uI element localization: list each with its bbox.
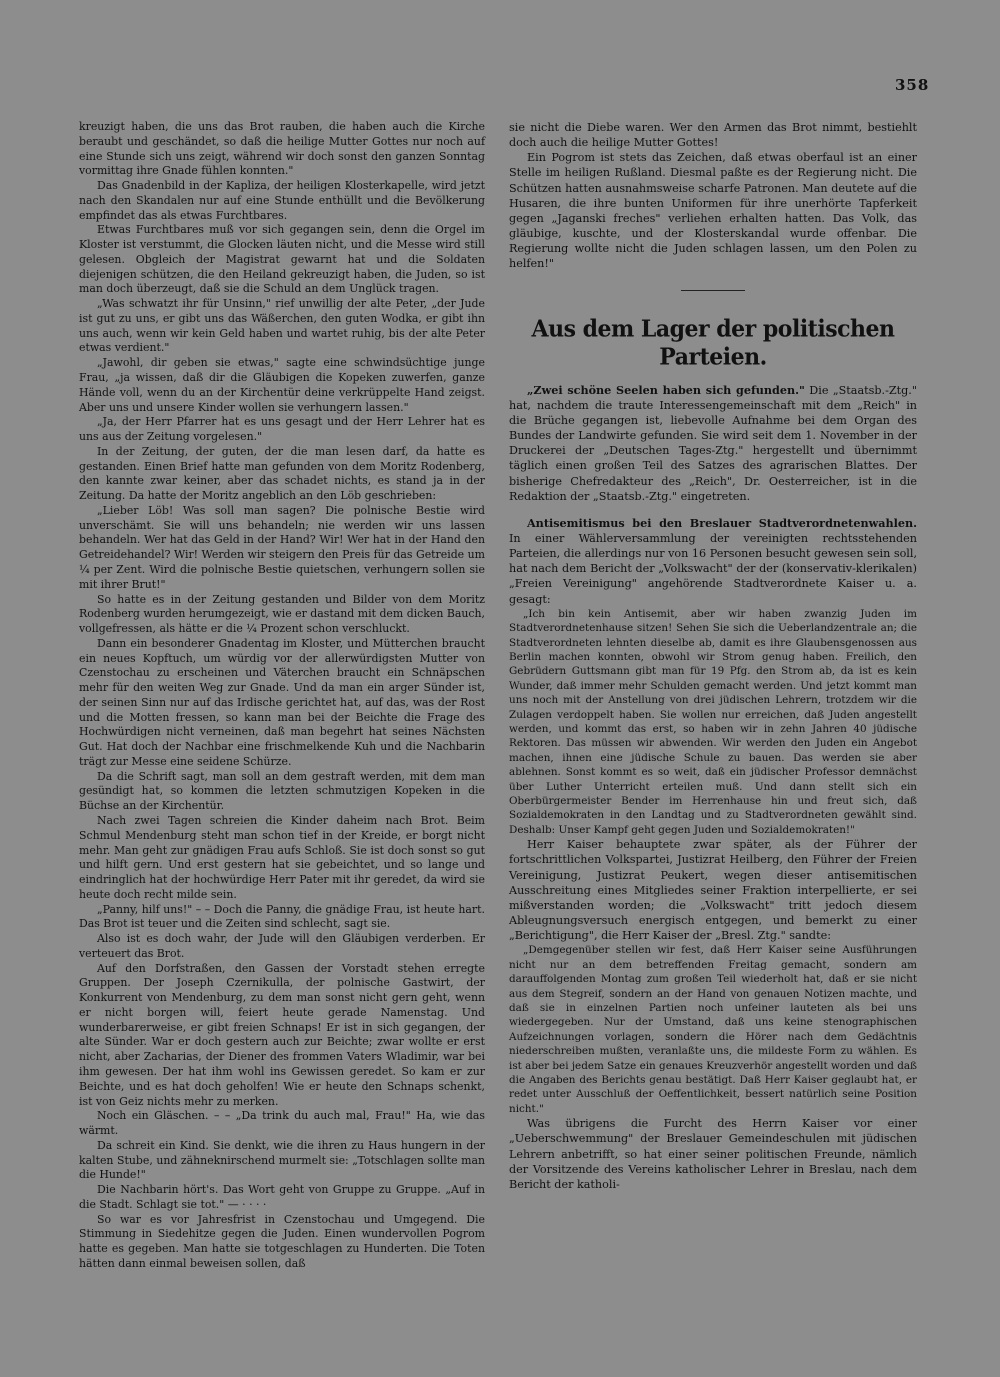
paragraph: Da schreit ein Kind. Sie denkt, wie die ihren zu Haus hungern in der kalten Stube, und zähneknirschend murmelt sie: „Totschlagen sollte man die Hunde!"	[79, 1138, 485, 1182]
paragraph: Ein Pogrom ist stets das Zeichen, daß etwas oberfaul ist an einer Stelle im heiligen Rußland. Diesmal paßte es der Regierung nicht. Die Schützen hatten ausnahmsweise scharfe Patronen. Man deutete auf die Husaren, die ihre bunten Uniformen für ihre unerhörte Tapferkeit gegen „Jaganski freches" verliehen erhalten hatten. Das Volk, das gläubige, kuschte, und der Klosterskandal wurde offenbar. Die Regierung wollte nicht die Juden schlagen lassen, um den Polen zu helfen!"	[509, 151, 917, 271]
article-paragraph	[509, 516, 917, 607]
paragraph: Etwas Furchtbares muß vor sich gegangen sein, denn die Orgel im Kloster ist verstummt, die Glocken läuten nicht, und die Messe wird still gelesen. Obgleich der Magistrat gewarnt hat und die Soldaten diejenigen schützen, die den Heiland gekreuzigt haben, die Juden, so ist man doch überzeugt, daß sie die Schuld an dem Unglück tragen.	[79, 223, 485, 296]
paragraph: Noch ein Gläschen. – – „Da trink du auch mal, Frau!" Ha, wie das wärmt.	[79, 1109, 485, 1138]
paragraph: Nach zwei Tagen schreien die Kinder daheim nach Brot. Beim Schmul Mendenburg steht man schon tief in der Kreide, er borgt nicht mehr. Man geht zur gnädigen Frau aufs Schloß. Sie ist doch sonst so gut und hilft gern. Und erst gestern hat sie gebeichtet, und so lange und eindringlich hat der hochwürdige Herr Pater mit ihr geredet, da wird sie heute doch recht milde sein.	[79, 813, 485, 901]
paragraph: Die Nachbarin hört's. Das Wort geht von Gruppe zu Gruppe. „Auf in die Stadt. Schlagt sie tot." — · · · ·	[79, 1183, 485, 1211]
article-paragraph	[509, 383, 917, 504]
article-lead: Antisemitismus bei den Breslauer Stadtverordnetenwahlen.	[527, 515, 917, 530]
paragraph: Was übrigens die Furcht des Herrn Kaiser vor einer „Ueberschwemmung" der Breslauer Gemeindeschulen mit jüdischen Lehrern anbetrifft, so hat einer seiner politischen Freunde, nämlich der Vorsitzende des Vereins katholischer Lehrer in Breslau, nach dem Bericht der katholi-	[509, 1117, 917, 1191]
paragraph: So hatte es in der Zeitung gestanden und Bilder von dem Moritz Rodenberg wurden herumgezeigt, wie er dastand mit dem dicken Bauch, vollgefressen, als hätte er die ¼ Prozent schon verschluckt.	[79, 592, 485, 636]
paragraph: Das Gnadenbild in der Kapliza, der heiligen Klosterkapelle, wird jetzt nach den Skandalen nur auf eine Stunde enthüllt und die Bevölkerung empfindet das als etwas Furchtbares.	[79, 179, 485, 222]
paragraph: „Jawohl, dir geben sie etwas," sagte eine schwindsüchtige junge Frau, „ja wissen, daß dir die Gläubigen die Kopeken zuwerfen, ganze Hände voll, wenn du an der Kirchentür deine verkrüppelte Hand zeigst. Aber uns und unsere Kinder wollen sie verhungern lassen."	[79, 356, 485, 414]
paragraph: „Lieber Löb! Was soll man sagen? Die polnische Bestie wird unverschämt. Sie will uns behandeln; nie werden wir uns lassen behandeln. Wer hat das Geld in der Hand? Wir! Wer hat in der Hand den Getreidehandel? Wir! Werden wir steigern den Preis für das Getreide um ¼ per Zent. Wird die polnische Bestie quietschen, verhungern sollen sie mit ihrer Brut!"	[79, 503, 485, 591]
paragraph: Auf den Dorfstraßen, den Gassen der Vorstadt stehen erregte Gruppen. Der Joseph Czernikulla, der polnische Gastwirt, der Konkurrent von Mendenburg, zu dem man sonst nicht gern geht, wenn er nicht borgen will, feiert heute gerade Namenstag. Und wunderbarerweise, er gibt freien Schnaps! Er ist in sich gegangen, der alte Sünder. War er doch gestern auch zur Beichte; zwar wollte er erst nicht, aber Zacharias, der Diener des frommen Vaters Wladimir, war bei ihm gewesen. Der hat ihm wohl ins Gewissen geredet. So kam er zur Beichte, und es hat doch geholfen! Wie er heute den Schnaps schenkt, ist von Geiz nichts mehr zu merken.	[79, 961, 485, 1108]
right-column	[509, 120, 917, 1192]
article-lead: „Zwei schöne Seelen haben sich gefunden."	[527, 382, 805, 397]
page-number: 358	[895, 76, 930, 94]
paragraph: Dann ein besonderer Gnadentag im Kloster, und Mütterchen braucht ein neues Kopftuch, um würdig vor der allerwürdigsten Mutter von Czenstochau zu erscheinen und Väterchen braucht ein Schnäpschen mehr für den weiten Weg zur Gnade. Und da man ein arger Sünder ist, der seinen Sinn nur auf das Irdische gerichtet hat, auf das, was der Rost und die Motten fressen, so kann man bei der Beichte die Frage des Hochwürdigen nicht verneinen, daß man begehrt hat seines Nächsten Gut. Hat doch der Nachbar eine frischmelkende Kuh und die Nachbarin trägt zur Messe eine seidene Schürze.	[79, 636, 485, 768]
quote-block: „Ich bin kein Antisemit, aber wir haben zwanzig Juden im Stadtverordnetenhause sitzen! Sehen Sie sich die Ueberlandzentrale an; die Stadtverordneten lehnten dieselbe ab, damit es ihre Glaubensgenossen aus Berlin machen konnten, obwohl wir Strom genug haben. Freilich, den Gebrüdern Guttsmann gibt man für 19 Pfg. den Strom ab, da ist es kein Wunder, daß immer mehr Schulden gemacht werden. Und jetzt kommt man uns noch mit der Anstellung von drei jüdischen Lehrern, trotzdem wir die Zulagen verdoppelt haben. Sie wollen nur erreichen, daß Juden angestellt werden, und kommt das erst, so haben wir in zehn Jahren 40 jüdische Rektoren. Das müssen wir abwenden. Wir werden den Juden ein Angebot machen, ihnen eine jüdische Schule zu bauen. Das werden sie aber ablehnen. Sonst kommt es so weit, daß ein jüdischer Professor demnächst über Luther Unterricht erteilen muß. Und dann stellt sich ein Oberbürgermeister Bender im Herrenhause hin und freut sich, daß Sozialdemokraten in den Landtag und zu Stadtverordneten gewählt sind. Deshalb: Unser Kampf geht gegen Juden und Sozialdemokraten!"	[509, 607, 917, 836]
paragraph: Da die Schrift sagt, man soll an dem gestraft werden, mit dem man gesündigt hat, so kommen die letzten schmutzigen Kopeken in die Büchse an der Kirchentür.	[79, 769, 485, 813]
paragraph: Herr Kaiser behauptete zwar später, als der Führer der fortschrittlichen Volkspartei, Justizrat Heilberg, den Führer der Freien Vereinigung, Justizrat Peukert, wegen dieser antisemitischen Ausschreitung eines Mitgliedes seiner Fraktion interpellierte, er sei mißverstanden worden; die „Volkswacht" tritt jedoch diesem Ableugnungsversuch energisch entgegen, und bemerkt zu einer „Berichtigung", die Herr Kaiser der „Bresl. Ztg." sandte:	[509, 838, 917, 943]
paragraph: kreuzigt haben, die uns das Brot rauben, die haben auch die Kirche beraubt und geschändet, so daß die heilige Mutter Gottes nur noch auf eine Stunde sich uns zeigt, während wir doch sonst den ganzen Sonntag vormittag ihre Gnade fühlen konnten."	[79, 120, 485, 178]
paragraph: „Was schwatzt ihr für Unsinn," rief unwillig der alte Peter, „der Jude ist gut zu uns, er gibt uns das Wäßerchen, den guten Wodka, er gibt ihn uns auch, wenn wir kein Geld haben und wartet ruhig, bis der alte Peter etwas verdient."	[79, 297, 485, 355]
paragraph: So war es vor Jahresfrist in Czenstochau und Umgegend. Die Stimmung in Siedehitze gegen die Juden. Einen wundervollen Pogrom hatte es gegeben. Man hatte sie totgeschlagen zu Hunderten. Die Toten hätten dann einmal beweisen sollen, daß	[79, 1212, 485, 1270]
paragraph: In der Zeitung, der guten, der die man lesen darf, da hatte es gestanden. Einen Brief hatte man gefunden von dem Moritz Rodenberg, den kannte zwar keiner, aber das schadet nichts, es stand ja in der Zeitung. Da hatte der Moritz angeblich an den Löb geschrieben:	[79, 444, 485, 503]
spacer	[509, 504, 917, 516]
section-divider	[681, 290, 745, 291]
article-text: Die „Staatsb.-Ztg." hat, nachdem die traute Interessengemeinschaft mit dem „Reich" in die Brüche gegangen ist, liebevolle Aufnahme bei dem Organ des Bundes der Landwirte gefunden. Sie wird seit dem 1. November in der Druckerei der „Deutschen Tages-Ztg." hergestellt und übernimmt täglich einen großen Teil des Satzes des agrarischen Blattes. Der bisherige Chefredakteur des „Reich", Dr. Oesterreicher, ist in die Redaktion der „Staatsb.-Ztg." eingetreten.	[509, 383, 917, 503]
left-column	[79, 120, 485, 1272]
paragraph: „Ja, der Herr Pfarrer hat es uns gesagt und der Herr Lehrer hat es uns aus der Zeitung vorgelesen."	[79, 415, 485, 444]
paragraph: Also ist es doch wahr, der Jude will den Gläubigen verderben. Er verteuert das Brot.	[79, 932, 485, 960]
paragraph: sie nicht die Diebe waren. Wer den Armen das Brot nimmt, bestiehlt doch auch die heilige Mutter Gottes!	[509, 121, 917, 150]
quote-block: „Demgegenüber stellen wir fest, daß Herr Kaiser seine Ausführungen nicht nur an dem betreffenden Freitag gemacht, sondern am darauffolgenden Montag zum großen Teil wiederholt hat, daß er sie nicht aus dem Stegreif, sondern an der Hand von genauen Notizen machte, und daß sie in einzelnen Partien noch unfeiner lauteten als bei uns wiedergegeben. Nur der Umstand, daß uns keine stenographischen Aufzeichnungen vorlagen, sondern die Hörer nach dem Gedächtnis niederschreiben mußten, veranlaßte uns, die mildeste Form zu wählen. Es ist aber bei jedem Satze ein genaues Kreuzverhör angestellt worden und daß die Angaben des Berichts genau bestätigt. Daß Herr Kaiser geglaubt hat, er redet unter Ausschluß der Oeffentlichkeit, bessert natürlich seine Position nicht."	[509, 944, 917, 1115]
paragraph: „Panny, hilf uns!" – – Doch die Panny, die gnädige Frau, ist heute hart. Das Brot ist teuer und die Zeiten sind schlecht, sagt sie.	[79, 902, 485, 931]
section-heading: Aus dem Lager der politischen Parteien.	[531, 314, 895, 371]
article-text: In einer Wählerversammlung der vereinigten rechtsstehenden Parteien, die allerdings nur von 16 Personen besucht gewesen sein soll, hat nach dem Bericht der „Volkswacht" der der (konservativ-klerikalen) „Freien Vereinigung" angehörende Stadtverordnete Kaiser u. a. gesagt:	[509, 531, 918, 606]
